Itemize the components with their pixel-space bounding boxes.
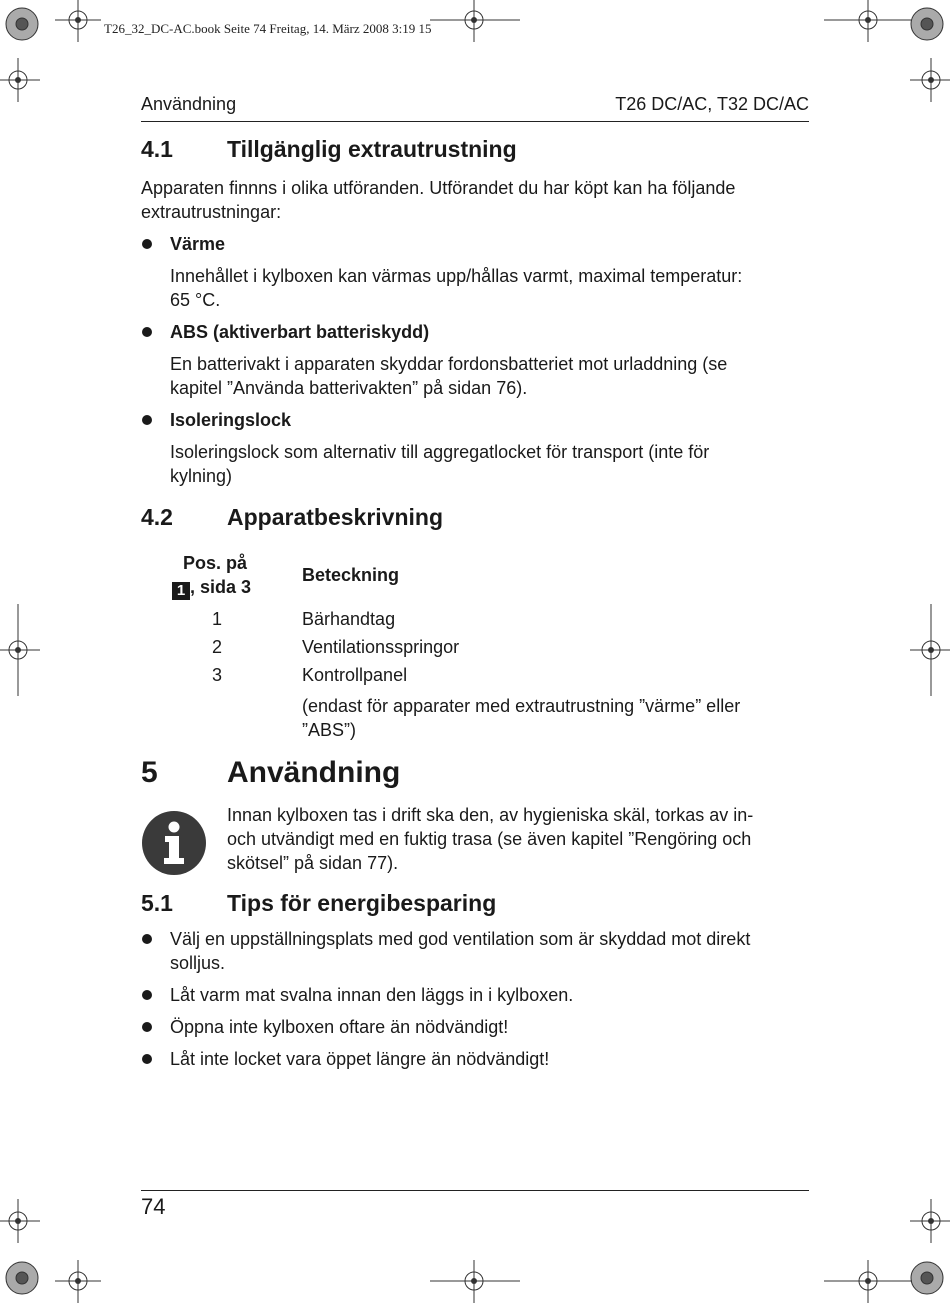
text-line: Välj en uppställningsplats med god ventilation som är skyddad mot direkt xyxy=(170,929,751,949)
intro-line: Apparaten finnns i olika utföranden. Utförandet du har köpt kan ha följande xyxy=(141,178,736,198)
bullet-icon xyxy=(142,934,152,944)
table-row-label: Kontrollpanel xyxy=(302,665,408,685)
tip-item: Låt inte locket vara öppet längre än nödvändigt! xyxy=(170,1049,550,1069)
table-row-pos: 1 xyxy=(212,609,223,629)
intro-line: extrautrustningar: xyxy=(141,202,282,222)
table-row-pos: 3 xyxy=(212,665,223,685)
bullet-icon xyxy=(142,415,152,425)
running-header-right: T26 DC/AC, T32 DC/AC xyxy=(615,94,809,114)
section-title: Tillgänglig extrautrustning xyxy=(227,136,517,162)
text-line: solljus. xyxy=(170,953,226,973)
chapter-number: 5 xyxy=(141,756,158,789)
page-number: 74 xyxy=(141,1194,166,1219)
text-line: Innehållet i kylboxen kan värmas upp/hållas varmt, maximal temperatur: xyxy=(170,266,743,286)
text-line: En batterivakt i apparaten skyddar fordonsbatteriet mot urladdning (se xyxy=(170,354,728,374)
tip-item: Låt varm mat svalna innan den läggs in i kylboxen. xyxy=(170,985,574,1005)
table-header-position: Pos. på xyxy=(183,553,248,573)
table-header-page: , sida 3 xyxy=(190,577,252,597)
text-line: ”ABS”) xyxy=(302,720,356,740)
text-line: Isoleringslock som alternativ till aggregatlocket för transport (inte för xyxy=(170,442,710,462)
feature-description xyxy=(170,440,820,488)
running-header-left: Användning xyxy=(141,94,237,114)
print-slug: T26_32_DC-AC.book Seite 74 Freitag, 14. März 2008 3:19 15 xyxy=(104,21,432,36)
table-row-label: Ventilationsspringor xyxy=(302,637,460,657)
text-line: Innan kylboxen tas i drift ska den, av hygieniska skäl, torkas av in- xyxy=(227,805,754,825)
table-header-label: Beteckning xyxy=(302,565,400,585)
section-number: 4.1 xyxy=(141,136,173,162)
tip-item xyxy=(170,927,820,975)
info-note xyxy=(227,803,817,875)
text-line: skötsel” på sidan 77). xyxy=(227,853,399,873)
text-line: kapitel ”Använda batterivakten” på sidan 76). xyxy=(170,378,528,398)
bullet-icon xyxy=(142,239,152,249)
table-header-position-ref xyxy=(172,577,251,600)
text-line: och utvändigt med en fuktig trasa (se även kapitel ”Rengöring och xyxy=(227,829,752,849)
table-note xyxy=(302,694,822,742)
info-icon xyxy=(141,810,207,876)
bullet-icon xyxy=(142,1054,152,1064)
tip-item: Öppna inte kylboxen oftare än nödvändigt! xyxy=(170,1017,509,1037)
table-row-pos: 2 xyxy=(212,637,223,657)
figure-reference-badge: 1 xyxy=(172,582,190,600)
text-line: (endast för apparater med extrautrustning ”värme” eller xyxy=(302,696,741,716)
bullet-icon xyxy=(142,327,152,337)
bullet-icon xyxy=(142,990,152,1000)
feature-title: ABS (aktiverbart batteriskydd) xyxy=(170,322,430,342)
bullet-icon xyxy=(142,1022,152,1032)
feature-title: Värme xyxy=(170,234,226,254)
section-number: 5.1 xyxy=(141,890,173,916)
intro-paragraph xyxy=(141,176,821,224)
text-line: 65 °C. xyxy=(170,290,221,310)
footer-rule xyxy=(141,1190,809,1191)
section-title: Tips för energibesparing xyxy=(227,890,497,916)
table-row-label: Bärhandtag xyxy=(302,609,396,629)
header-rule xyxy=(141,121,809,122)
feature-description xyxy=(170,264,820,312)
feature-description xyxy=(170,352,820,400)
text-line: kylning) xyxy=(170,466,233,486)
section-title: Apparatbeskrivning xyxy=(227,504,443,530)
chapter-title: Användning xyxy=(227,756,401,789)
feature-title: Isoleringslock xyxy=(170,410,292,430)
section-number: 4.2 xyxy=(141,504,173,530)
